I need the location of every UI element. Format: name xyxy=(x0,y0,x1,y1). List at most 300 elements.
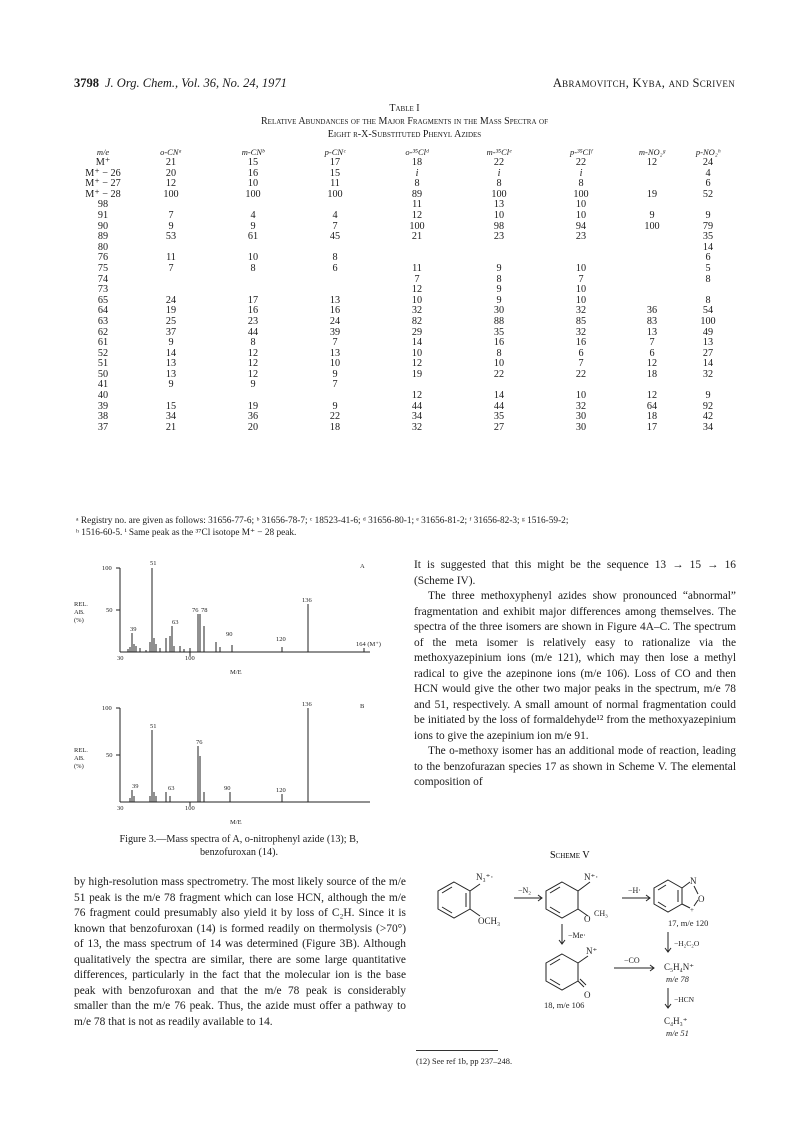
abundance-cell: 94 xyxy=(575,220,587,232)
abundance-cell: 8 xyxy=(250,337,256,349)
abundance-cell: 30 xyxy=(493,305,505,317)
abundance-cell: 100 xyxy=(163,188,179,200)
abundance-cell: 27 xyxy=(702,347,714,359)
abundance-cell: 9 xyxy=(496,262,502,274)
abundance-cell: 7 xyxy=(578,358,584,370)
table-row xyxy=(76,328,734,339)
abundance-cell: 85 xyxy=(575,315,587,327)
abundance-cell: 16 xyxy=(575,337,587,349)
peak-a-120: 120 xyxy=(276,636,286,643)
abundance-cell: 11 xyxy=(412,199,422,211)
abundance-cell: 14 xyxy=(702,241,714,253)
peak-b-76: 76 xyxy=(196,739,203,746)
right-paragraph-1: It is suggested that this might be the sequence 13 → 15 → 16 (Scheme IV). xyxy=(414,559,736,587)
abundance-cell: 35 xyxy=(493,326,505,338)
abundance-cell: 7 xyxy=(168,262,174,274)
abundance-cell: 14 xyxy=(702,358,714,370)
abundance-cell: 32 xyxy=(575,400,587,412)
abundance-cell: i xyxy=(579,167,583,179)
row-mz-label: M⁺ − 28 xyxy=(85,188,121,200)
peak-b-120: 120 xyxy=(276,787,286,794)
abundance-cell xyxy=(294,275,376,286)
spectrum-a-xlabel: M/E xyxy=(230,669,242,676)
table-title-line2: Eight r-X-Substituted Phenyl Azides xyxy=(327,129,482,140)
abundance-cell: 44 xyxy=(411,400,423,412)
abundance-cell: 19 xyxy=(247,400,259,412)
label-minus-n2: −N₂ xyxy=(518,886,532,895)
abundance-cell: 8 xyxy=(496,273,502,285)
right-paragraph-3: The o-methoxy isomer has an additional mode of reaction, leading to the benzofurazan species 17 as shown in Scheme V. The elemental composition of xyxy=(414,745,736,788)
me-78: m/e 78 xyxy=(666,974,689,984)
spectrum-a-ylabel-1: REL. xyxy=(74,601,88,608)
spectrum-a-ylabel-3: (%) xyxy=(74,617,84,624)
abundance-cell: 14 xyxy=(411,337,423,349)
abundance-cell: 14 xyxy=(165,347,177,359)
page-number: 3798 xyxy=(74,76,99,90)
abundance-cell: 9 xyxy=(168,337,174,349)
abundance-table xyxy=(76,146,734,433)
ring17-n: N xyxy=(690,876,697,886)
abundance-cell: 23 xyxy=(575,231,587,243)
abundance-cell: 29 xyxy=(411,326,423,338)
spectrum-b-ylabel-1: REL. xyxy=(74,747,88,754)
abundance-cell: 9 xyxy=(649,209,655,221)
abundance-cell: 14 xyxy=(493,390,505,402)
abundance-cell: 24 xyxy=(329,315,341,327)
right-column-text xyxy=(414,558,736,791)
abundance-cell: 20 xyxy=(247,421,259,433)
abundance-cell: 8 xyxy=(332,252,338,264)
abundance-cell: 20 xyxy=(165,167,177,179)
abundance-cell: 7 xyxy=(168,209,174,221)
peak-a-63: 63 xyxy=(172,619,179,626)
row-mz-label: 73 xyxy=(97,284,109,296)
spectrum-a-ytick-50: 50 xyxy=(106,607,113,614)
abundance-cell xyxy=(622,169,682,180)
abundance-cell: 100 xyxy=(491,188,507,200)
table-row xyxy=(76,264,734,275)
ring2-o: O xyxy=(584,914,591,924)
methoxy-group: OCH₃ xyxy=(478,916,501,926)
abundance-cell: 34 xyxy=(165,411,177,423)
peak-a-39: 39 xyxy=(130,626,137,633)
row-mz-label: 64 xyxy=(97,305,109,317)
abundance-cell: 21 xyxy=(411,231,423,243)
table-row xyxy=(76,317,734,328)
abundance-cell: 100 xyxy=(700,315,716,327)
spectrum-b-xtick-100: 100 xyxy=(185,805,195,812)
peak-b-90: 90 xyxy=(224,785,231,792)
peak-a-90: 90 xyxy=(226,631,233,638)
abundance-cell: 22 xyxy=(493,157,505,168)
compound-18: 18, m/e 106 xyxy=(544,1000,585,1010)
me-51: m/e 51 xyxy=(666,1028,689,1038)
table-footnote-1: ᵃ Registry no. are given as follows: 31656-77-6; ᵇ 31656-78-7; ᶜ 18523-41-6; ᵈ 31656-80-1; ᵉ 31656-81-2; ᶠ 31656-82-3; ᵍ 1516-59-2; xyxy=(76,516,569,526)
abundance-cell: 21 xyxy=(165,421,177,433)
abundance-cell xyxy=(540,243,622,254)
abundance-cell: 6 xyxy=(705,252,711,264)
abundance-cell: 4 xyxy=(250,209,256,221)
abundance-cell: 39 xyxy=(329,326,341,338)
abundance-cell: 10 xyxy=(493,209,505,221)
abundance-cell: 98 xyxy=(493,220,505,232)
spectrum-b-ylabel-2: AB. xyxy=(74,755,85,762)
peak-a-78: 78 xyxy=(201,607,208,614)
abundance-cell: 8 xyxy=(496,178,502,190)
table-row xyxy=(76,423,734,434)
abundance-cell: 4 xyxy=(705,167,711,179)
peak-b-63: 63 xyxy=(168,785,175,792)
abundance-cell: 32 xyxy=(411,305,423,317)
left-column-text xyxy=(74,875,406,1030)
abundance-cell: 8 xyxy=(250,262,256,274)
abundance-cell: 11 xyxy=(330,178,340,190)
abundance-cell: 18 xyxy=(329,421,341,433)
abundance-cell xyxy=(622,232,682,243)
abundance-cell: 35 xyxy=(493,411,505,423)
abundance-cell: 23 xyxy=(247,315,259,327)
abundance-cell: 32 xyxy=(575,326,587,338)
spectrum-a-xtick-100: 100 xyxy=(185,655,195,662)
spectrum-a-peaks xyxy=(128,568,364,652)
abundance-cell: 19 xyxy=(646,188,658,200)
abundance-cell: 12 xyxy=(165,178,177,190)
col-header-5: m-³⁵Clᵉ xyxy=(486,147,512,158)
abundance-cell: 52 xyxy=(702,188,714,200)
abundance-cell: 18 xyxy=(411,157,423,168)
row-mz-label: 51 xyxy=(97,358,109,370)
abundance-cell: 22 xyxy=(575,157,587,168)
abundance-cell: 15 xyxy=(165,400,177,412)
spectrum-b-ytick-100: 100 xyxy=(102,705,112,712)
abundance-cell xyxy=(622,253,682,264)
abundance-cell: 13 xyxy=(329,347,341,359)
abundance-cell: 16 xyxy=(247,305,259,317)
peak-b-136: 136 xyxy=(302,701,312,708)
authors: Abramovitch, Kyba, and Scriven xyxy=(552,76,735,90)
abundance-cell: 24 xyxy=(702,157,714,168)
abundance-cell: 32 xyxy=(575,305,587,317)
abundance-cell: 7 xyxy=(332,220,338,232)
abundance-cell: i xyxy=(497,167,501,179)
abundance-cell: 11 xyxy=(412,262,422,274)
table-row xyxy=(76,275,734,286)
abundance-cell: 16 xyxy=(493,337,505,349)
table-row xyxy=(76,232,734,243)
abundance-cell: 10 xyxy=(411,347,423,359)
abundance-cell: i xyxy=(415,167,419,179)
journal-citation: J. Org. Chem., Vol. 36, No. 24, 1971 xyxy=(105,76,287,90)
abundance-cell: 22 xyxy=(329,411,341,423)
abundance-cell: 7 xyxy=(332,337,338,349)
row-mz-label: M⁺ − 26 xyxy=(85,167,121,179)
col-header-1: o-CNᵃ xyxy=(160,147,182,158)
benzene-ring-1 xyxy=(438,882,470,918)
abundance-cell: 32 xyxy=(411,421,423,433)
abundance-cell: 7 xyxy=(332,379,338,391)
abundance-cell: 12 xyxy=(411,209,423,221)
abundance-cell: 64 xyxy=(646,400,658,412)
abundance-cell: 16 xyxy=(329,305,341,317)
abundance-cell: 30 xyxy=(575,411,587,423)
n-plus-18: N⁺ xyxy=(586,946,598,956)
abundance-cell: 10 xyxy=(247,178,259,190)
abundance-cell: 82 xyxy=(411,315,423,327)
fragment-51: C₄H₃⁺ xyxy=(664,1016,688,1026)
table-row xyxy=(76,211,734,222)
abundance-cell: 10 xyxy=(493,358,505,370)
table-row xyxy=(76,200,734,211)
row-mz-label: 98 xyxy=(97,199,109,211)
abundance-cell: 100 xyxy=(409,220,425,232)
col-header-7: m-NO₂ᵍ xyxy=(638,147,666,158)
row-mz-label: 80 xyxy=(97,241,109,253)
abundance-cell: 11 xyxy=(166,252,176,264)
abundance-cell: 10 xyxy=(247,252,259,264)
abundance-cell: 100 xyxy=(573,188,589,200)
o-18: O xyxy=(584,990,591,1000)
col-header-4: o-³⁵Clᵈ xyxy=(405,147,429,158)
abundance-cell: 19 xyxy=(165,305,177,317)
spectrum-b-panel: B xyxy=(360,703,365,710)
abundance-cell: 7 xyxy=(578,273,584,285)
abundance-cell: 6 xyxy=(649,347,655,359)
abundance-cell: 9 xyxy=(496,294,502,306)
abundance-cell: 13 xyxy=(165,358,177,370)
abundance-cell: 89 xyxy=(411,188,423,200)
spectrum-b-ytick-50: 50 xyxy=(106,752,113,759)
abundance-cell xyxy=(622,285,682,296)
abundance-cell: 8 xyxy=(496,347,502,359)
ring17-o: O xyxy=(698,894,705,904)
abundance-cell: 100 xyxy=(245,188,261,200)
abundance-cell: 30 xyxy=(575,421,587,433)
peak-a-76: 76 xyxy=(192,607,199,614)
abundance-cell: 21 xyxy=(165,157,177,168)
label-minus-hcn: −HCN xyxy=(674,995,695,1004)
abundance-cell: 53 xyxy=(165,231,177,243)
abundance-cell: 7 xyxy=(414,273,420,285)
ring2-ch3: CH₃ xyxy=(594,909,608,918)
abundance-cell: 17 xyxy=(247,294,259,306)
abundance-cell: 61 xyxy=(247,231,259,243)
table-footnote-2: ʰ 1516-60-5. ⁱ Same peak as the ³⁷Cl isotope M⁺ − 28 peak. xyxy=(76,528,297,538)
abundance-cell: 34 xyxy=(702,421,714,433)
peak-a-136: 136 xyxy=(302,597,312,604)
row-mz-label: 50 xyxy=(97,368,109,380)
abundance-cell: 17 xyxy=(329,157,341,168)
row-mz-label: 89 xyxy=(97,231,109,243)
abundance-cell: 4 xyxy=(332,209,338,221)
peak-a-molecular-ion: 164 (M⁺) xyxy=(356,641,381,648)
abundance-cell: 9 xyxy=(168,379,174,391)
spectrum-b-ylabel-3: (%) xyxy=(74,763,84,770)
row-mz-label: 63 xyxy=(97,315,109,327)
label-minus-me: −Me· xyxy=(568,931,586,940)
ring-2 xyxy=(546,882,578,918)
abundance-cell: 100 xyxy=(644,220,660,232)
col-header-2: m-CNᵇ xyxy=(241,147,265,158)
fragment-78: C₅H₄N⁺ xyxy=(664,962,695,972)
scheme-title: Scheme V xyxy=(550,850,590,861)
col-header-6: p-³⁵Clᶠ xyxy=(569,147,593,158)
abundance-cell: 15 xyxy=(329,167,341,179)
table-row xyxy=(76,190,734,201)
figure-caption-line1: Figure 3.—Mass spectra of A, o-nitrophenyl azide (13); B, xyxy=(119,834,359,845)
peak-b-51: 51 xyxy=(150,723,157,730)
abundance-cell xyxy=(622,264,682,275)
abundance-cell: 12 xyxy=(411,358,423,370)
right-paragraph-2: The three methoxyphenyl azides show pronounced “abnormal” fragmentation and exhibit major differences among themselves. The spectra of the three isomers are shown in Figure 4A–C. The spectrum of the meta isomer is relatively easy to rationalize via the methoxyazepinium ions (m/e 121), which may then lose a methyl radical to give the azepinone ions (m/e 106). Loss of CO and then HCN would give the other two major peaks in the spectrum, m/e 78 and 51, respectively. A small amount of normal fragmentation could be initiated by the loss of formaldehyde¹² from the methoxyazepinium ions to give the azepinium ion m/e 91. xyxy=(414,590,736,742)
abundance-cell: 17 xyxy=(646,421,658,433)
abundance-cell: 10 xyxy=(329,358,341,370)
abundance-cell: 12 xyxy=(646,390,658,402)
table-row xyxy=(76,380,734,391)
compound-17: 17, m/e 120 xyxy=(668,918,709,928)
spectrum-a-xtick-30: 30 xyxy=(117,655,124,662)
abundance-cell: 15 xyxy=(247,157,259,168)
ring17-plus: + xyxy=(690,906,694,914)
abundance-cell: 36 xyxy=(247,411,259,423)
reference-12: (12) See ref 1b, pp 237–248. xyxy=(416,1057,513,1066)
abundance-cell: 44 xyxy=(247,326,259,338)
abundance-cell xyxy=(622,275,682,286)
row-mz-label: 52 xyxy=(97,347,109,359)
spectrum-b-xlabel: M/E xyxy=(230,819,242,826)
peak-b-39: 39 xyxy=(132,783,139,790)
abundance-cell: 13 xyxy=(493,199,505,211)
abundance-cell: 13 xyxy=(702,337,714,349)
col-header-8: p-NO₂ʰ xyxy=(695,147,721,158)
row-mz-label: 90 xyxy=(97,220,109,232)
label-minus-h: −H· xyxy=(628,886,641,895)
row-mz-label: 61 xyxy=(97,337,109,349)
scheme-v xyxy=(414,846,736,1044)
abundance-cell: 18 xyxy=(646,368,658,380)
azide-group: N₃⁺· xyxy=(476,872,494,882)
row-mz-label: M⁺ xyxy=(95,157,111,168)
abundance-cell: 12 xyxy=(247,347,259,359)
abundance-cell: 10 xyxy=(575,390,587,402)
row-mz-label: 74 xyxy=(97,273,109,285)
abundance-cell: 9 xyxy=(332,400,338,412)
table-label: Table I xyxy=(389,103,420,114)
row-mz-label: M⁺ − 27 xyxy=(85,178,121,190)
nitrenium: N⁺· xyxy=(584,872,599,882)
abundance-cell: 34 xyxy=(411,411,423,423)
abundance-cell: 13 xyxy=(646,326,658,338)
abundance-cell: 36 xyxy=(646,305,658,317)
peak-a-51: 51 xyxy=(150,560,157,567)
abundance-cell: 13 xyxy=(165,368,177,380)
row-mz-label: 41 xyxy=(97,379,109,391)
abundance-cell: 12 xyxy=(646,358,658,370)
abundance-cell: 16 xyxy=(247,167,259,179)
abundance-cell: 10 xyxy=(575,294,587,306)
col-header-0: m/e xyxy=(96,147,110,158)
abundance-cell: 10 xyxy=(575,262,587,274)
azepinone-18 xyxy=(546,954,578,990)
spectrum-a-ylabel-2: AB. xyxy=(74,609,85,616)
row-mz-label: 37 xyxy=(97,421,109,433)
abundance-cell xyxy=(458,243,540,254)
col-header-3: p-CNᶜ xyxy=(324,147,346,158)
abundance-cell: 8 xyxy=(705,273,711,285)
abundance-cell: 6 xyxy=(578,347,584,359)
table-body xyxy=(76,158,734,433)
abundance-cell: 92 xyxy=(702,400,714,412)
row-mz-label: 38 xyxy=(97,411,109,423)
spectrum-b-xtick-30: 30 xyxy=(117,805,124,812)
abundance-cell: 79 xyxy=(702,220,714,232)
abundance-cell xyxy=(622,243,682,254)
abundance-cell: 10 xyxy=(575,209,587,221)
abundance-cell: 12 xyxy=(411,284,423,296)
abundance-cell: 12 xyxy=(247,368,259,380)
label-minus-h2c2o: −H₂C₂O xyxy=(674,939,700,948)
abundance-cell: 13 xyxy=(329,294,341,306)
abundance-cell: 35 xyxy=(702,231,714,243)
abundance-cell: 8 xyxy=(705,294,711,306)
abundance-cell: 12 xyxy=(247,358,259,370)
abundance-cell: 10 xyxy=(411,294,423,306)
abundance-cell: 12 xyxy=(411,390,423,402)
abundance-cell: 22 xyxy=(493,368,505,380)
abundance-cell: 7 xyxy=(649,337,655,349)
table-row xyxy=(76,158,734,169)
abundance-cell: 24 xyxy=(165,294,177,306)
footnote-rule xyxy=(416,1050,498,1051)
table-row xyxy=(76,370,734,381)
abundance-cell: 9 xyxy=(705,390,711,402)
abundance-cell: 45 xyxy=(329,231,341,243)
abundance-cell: 19 xyxy=(411,368,423,380)
abundance-cell: 9 xyxy=(332,368,338,380)
row-mz-label: 62 xyxy=(97,326,109,338)
row-mz-label: 91 xyxy=(97,209,109,221)
abundance-cell: 9 xyxy=(705,209,711,221)
spectrum-a-panel: A xyxy=(360,563,365,570)
table-title-line1: Relative Abundances of the Major Fragments in the Mass Spectra of xyxy=(261,116,548,127)
row-mz-label: 76 xyxy=(97,252,109,264)
abundance-cell: 9 xyxy=(168,220,174,232)
abundance-cell xyxy=(212,275,294,286)
abundance-cell: 12 xyxy=(646,157,658,168)
abundance-cell: 22 xyxy=(575,368,587,380)
abundance-cell: 6 xyxy=(332,262,338,274)
abundance-cell: 8 xyxy=(578,178,584,190)
figure-caption-line2: benzofuroxan (14). xyxy=(199,847,279,858)
abundance-cell: 8 xyxy=(414,178,420,190)
row-mz-label: 65 xyxy=(97,294,109,306)
figure-3-spectra xyxy=(70,556,400,830)
abundance-cell xyxy=(130,275,212,286)
spectrum-a-ytick-100: 100 xyxy=(102,565,112,572)
row-mz-label: 75 xyxy=(97,262,109,274)
abundance-cell: 9 xyxy=(496,284,502,296)
abundance-cell: 83 xyxy=(646,315,658,327)
row-mz-label: 40 xyxy=(97,390,109,402)
abundance-cell: 42 xyxy=(702,411,714,423)
label-minus-co: −CO xyxy=(624,956,640,965)
abundance-cell: 9 xyxy=(250,379,256,391)
abundance-cell: 6 xyxy=(705,178,711,190)
abundance-cell: 100 xyxy=(327,188,343,200)
abundance-cell: 25 xyxy=(165,315,177,327)
abundance-cell: 10 xyxy=(575,284,587,296)
left-paragraph: by high-resolution mass spectrometry. The most likely source of the m/e 51 peak is the m/e 78 fragment which can lose HCN, although the m/e 76 fragment could presumably also yield it by loss of C₂H. Since it is known that benzofuroxan (14) is formed readily on thermolysis (>70°) of 13, the mass spectrum of 14 was determined (Figure 3B). Although qualitatively the spectra are similar, there are some large quantitative differences, particularly in the fact that the molecular ion is the base peak with benzofuroxan and that the m/e 78 peak is considerably smaller than the m/e 76 peak. Thus, the azide must offer a pathway to m/e 78 that is not as readily available to 14. xyxy=(74,876,406,1028)
row-mz-label: 39 xyxy=(97,400,109,412)
